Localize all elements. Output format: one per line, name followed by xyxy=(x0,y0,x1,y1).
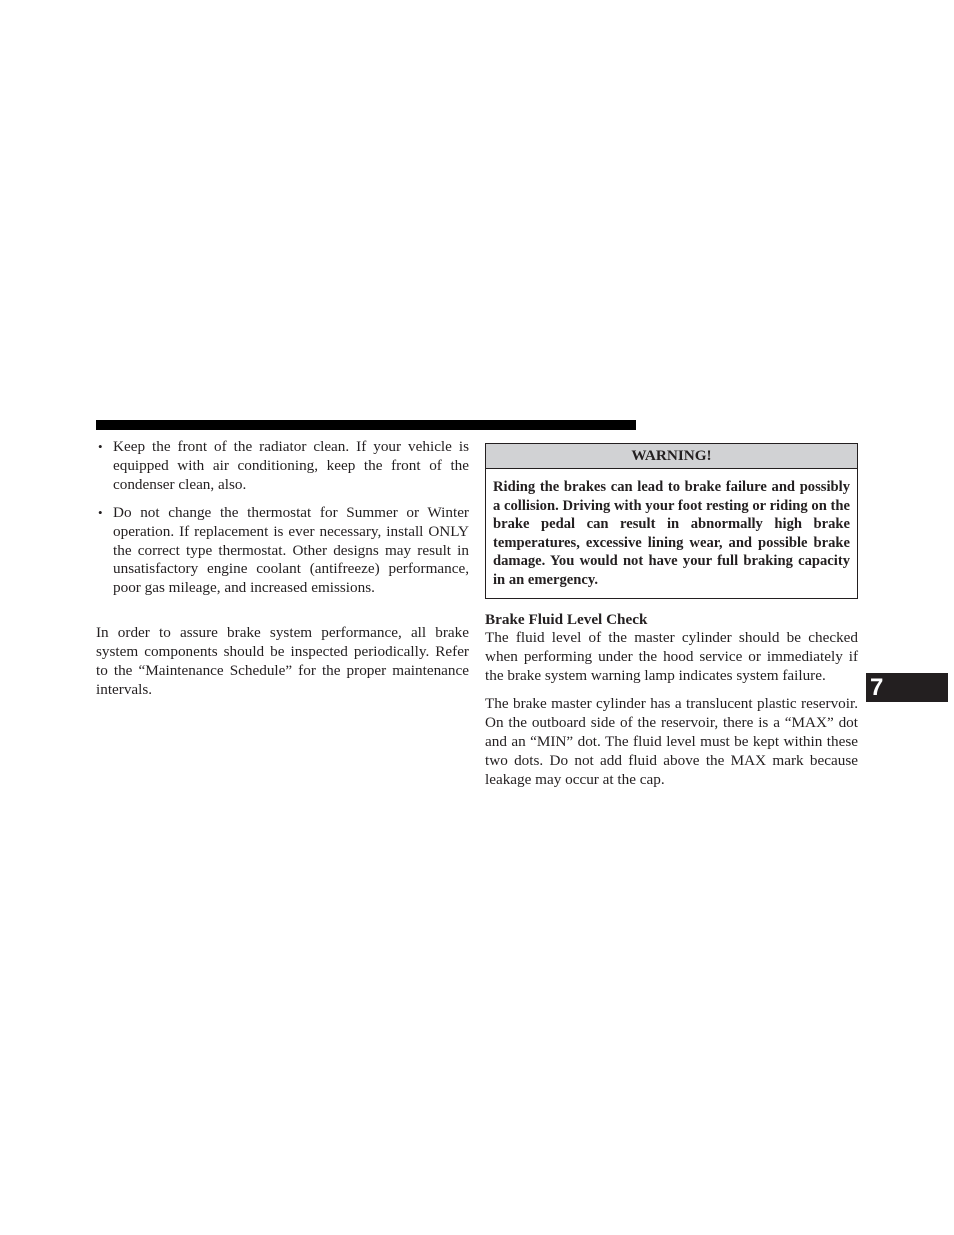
bullet-icon: • xyxy=(98,439,103,454)
bullet-item xyxy=(96,504,469,599)
bullet-list xyxy=(96,438,469,598)
bullet-item xyxy=(96,438,469,495)
reservoir-paragraph: The brake master cylinder has a translucent plastic reservoir. On the outboard side of the reservoir, there is a “MAX” dot and an “MIN” dot. The fluid level must be kept within these two dots. Do not add fluid above the MAX mark because leakage may occur at the cap. xyxy=(485,695,858,788)
bullet-text: Keep the front of the radiator clean. If your vehicle is equipped with air conditioning, keep the front of the condenser clean, also. xyxy=(113,438,469,493)
bullet-icon: • xyxy=(98,504,103,520)
warning-title: WARNING! xyxy=(486,444,857,469)
brake-system-paragraph: In order to assure brake system performance, all brake system components should be inspected periodically. Refer to the “Maintenance Schedule” for the proper maintenance intervals. xyxy=(96,624,469,698)
warning-box xyxy=(485,443,858,599)
right-column xyxy=(485,443,858,790)
left-column xyxy=(96,438,469,700)
bullet-text: Do not change the thermostat for Summer or Winter operation. If replacement is ever necessary, install ONLY the correct type thermostat. Other designs may result in unsatisfactory engine coolant (antifreeze) performance, poor gas mileage, and increased emissions. xyxy=(113,503,469,597)
section-heading: Brake Fluid Level Check xyxy=(485,610,648,628)
header-rule xyxy=(96,420,636,430)
chapter-tab: 7 xyxy=(866,673,948,702)
fluid-check-paragraph: The fluid level of the master cylinder should be checked when performing under the hood service or immediately if the brake system warning lamp indicates system failure. xyxy=(485,629,858,685)
warning-text: Riding the brakes can lead to brake failure and possibly a collision. Driving with your foot resting or riding on the brake pedal can result in abnormally high brake temperatures, excessive lining wear, and possible brake damage. You would not have your full braking capacity in an emergency. xyxy=(493,479,850,588)
